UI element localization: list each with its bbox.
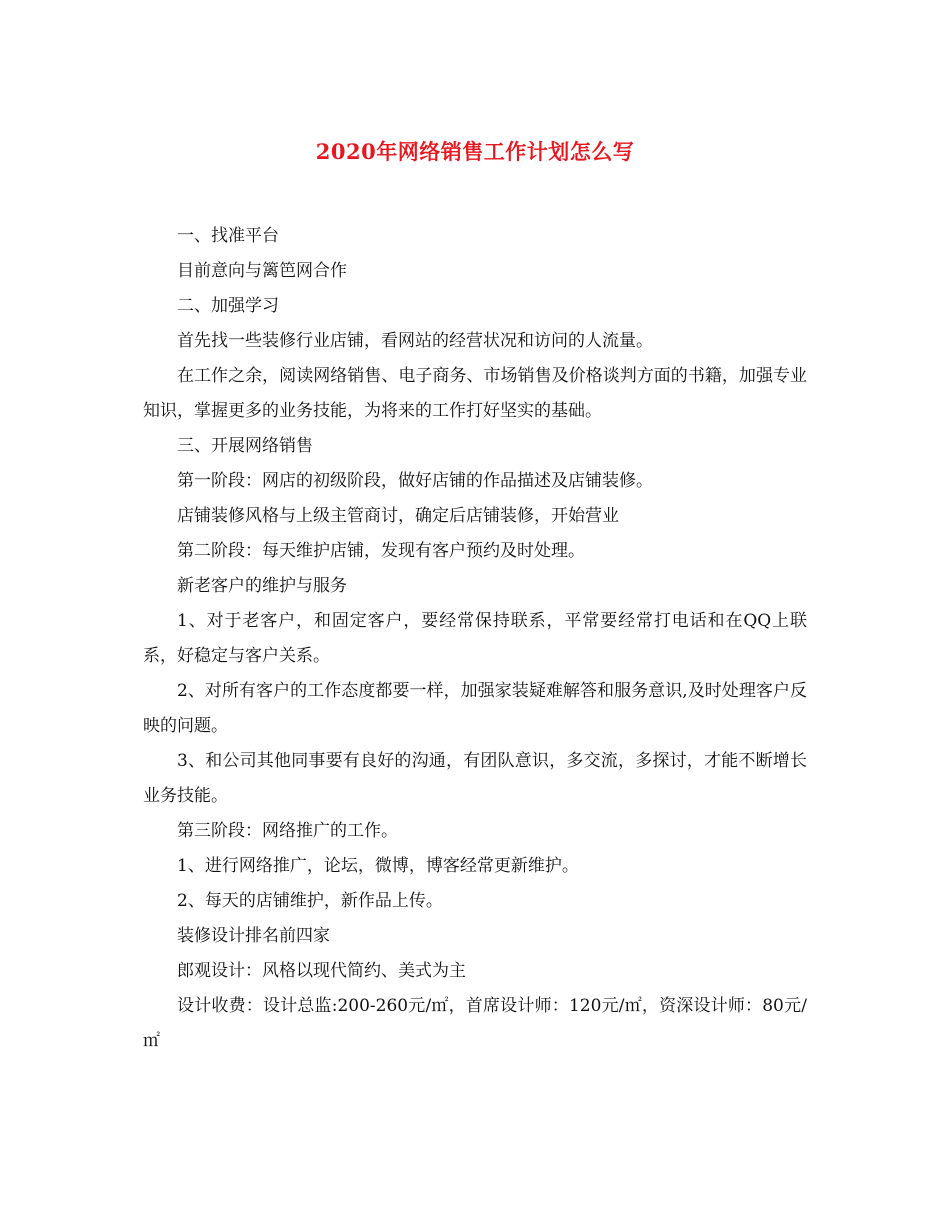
paragraph: 三、开展网络销售 — [177, 436, 313, 456]
paragraph: 设计收费：设计总监:200-260元/㎡，首席设计师：120元/㎡，资深设计师：80元/㎡ — [143, 996, 807, 1051]
paragraph: 装修设计排名前四家 — [177, 926, 330, 946]
paragraph: 第二阶段：每天维护店铺，发现有客户预约及时处理。 — [177, 541, 585, 561]
paragraph: 3、和公司其他同事要有良好的沟通，有团队意识，多交流，多探讨，才能不断增长业务技能。 — [143, 751, 807, 806]
paragraph: 第三阶段：网络推广的工作。 — [177, 821, 398, 841]
paragraph: 2、每天的店铺维护，新作品上传。 — [177, 891, 443, 911]
page-title: 2020年网络销售工作计划怎么写 — [315, 139, 635, 164]
paragraph: 在工作之余，阅读网络销售、电子商务、市场销售及价格谈判方面的书籍，加强专业知识，掌握更多的业务技能，为将来的工作打好坚实的基础。 — [143, 366, 807, 421]
paragraph: 第一阶段：网店的初级阶段，做好店铺的作品描述及店铺装修。 — [177, 471, 653, 491]
paragraph: 1、进行网络推广，论坛，微博，博客经常更新维护。 — [177, 856, 579, 876]
paragraph: 郎观设计：风格以现代简约、美式为主 — [177, 961, 466, 981]
document-body — [143, 219, 807, 1059]
paragraph: 目前意向与篱笆网合作 — [177, 261, 347, 281]
paragraph: 首先找一些装修行业店铺，看网站的经营状况和访问的人流量。 — [177, 331, 653, 351]
paragraph: 店铺装修风格与上级主管商讨，确定后店铺装修，开始营业 — [177, 506, 619, 526]
paragraph: 2、对所有客户的工作态度都要一样，加强家装疑难解答和服务意识,及时处理客户反映的问题。 — [143, 681, 807, 736]
paragraph: 一、找准平台 — [177, 226, 279, 246]
paragraph: 二、加强学习 — [177, 296, 279, 316]
paragraph: 1、对于老客户，和固定客户，要经常保持联系，平常要经常打电话和在QQ上联系，好稳定与客户关系。 — [143, 611, 807, 666]
paragraph: 新老客户的维护与服务 — [177, 576, 347, 596]
